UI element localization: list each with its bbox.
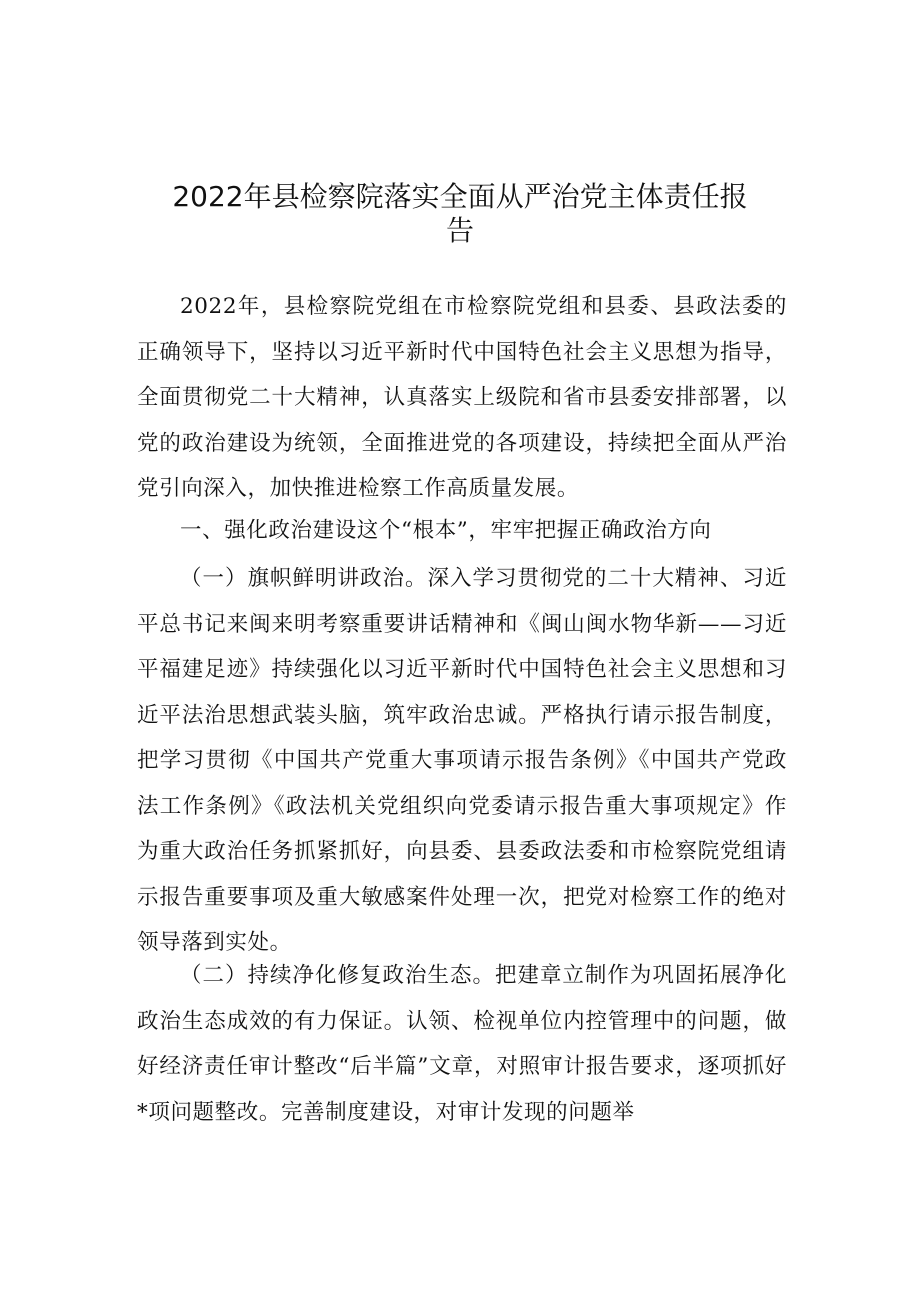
title-line-1: 2022年县检察院落实全面从严治党主体责任报	[172, 180, 748, 213]
subsection-1-paragraph: （一）旗帜鲜明讲政治。深入学习贯彻党的二十大精神、习近平总书记来闽来明考察重要讲话精神和《闽山闽水物华新——习近平福建足迹》持续强化以习近平新时代中国特色社会主义思想和习近平法治思想武装头脑，筑牢政治忠诚。严格执行请示报告制度，把学习贯彻《中国共产党重大事项请示报告条例》《中国共产党政法工作条例》《政法机关党组织向党委请示报告重大事项规定》作为重大政治任务抓紧抓好，向县委、县委政法委和市检察院党组请示报告重要事项及重大敏感案件处理一次，把党对检察工作的绝对领导落到实处。	[137, 566, 787, 955]
title-line-2: 告	[445, 214, 474, 247]
document-title	[120, 180, 800, 248]
subsection-2-paragraph: （二）持续净化修复政治生态。把建章立制作为巩固拓展净化政治生态成效的有力保证。认领、检视单位内控管理中的问题，做好经济责任审计整改“后半篇”文章，对照审计报告要求，逐项抓好*项问题整改。完善制度建设，对审计发现的问题举	[137, 963, 787, 1125]
section-1-heading: 一、强化政治建设这个“根本”，牢牢把握正确政治方向	[180, 518, 712, 543]
intro-paragraph: 2022年，县检察院党组在市检察院党组和县委、县政法委的正确领导下，坚持以习近平新时代中国特色社会主义思想为指导，全面贯彻党二十大精神，认真落实上级院和省市县委安排部署，以党的政治建设为统领，全面推进党的各项建设，持续把全面从严治党引向深入，加快推进检察工作高质量发展。	[137, 294, 787, 501]
